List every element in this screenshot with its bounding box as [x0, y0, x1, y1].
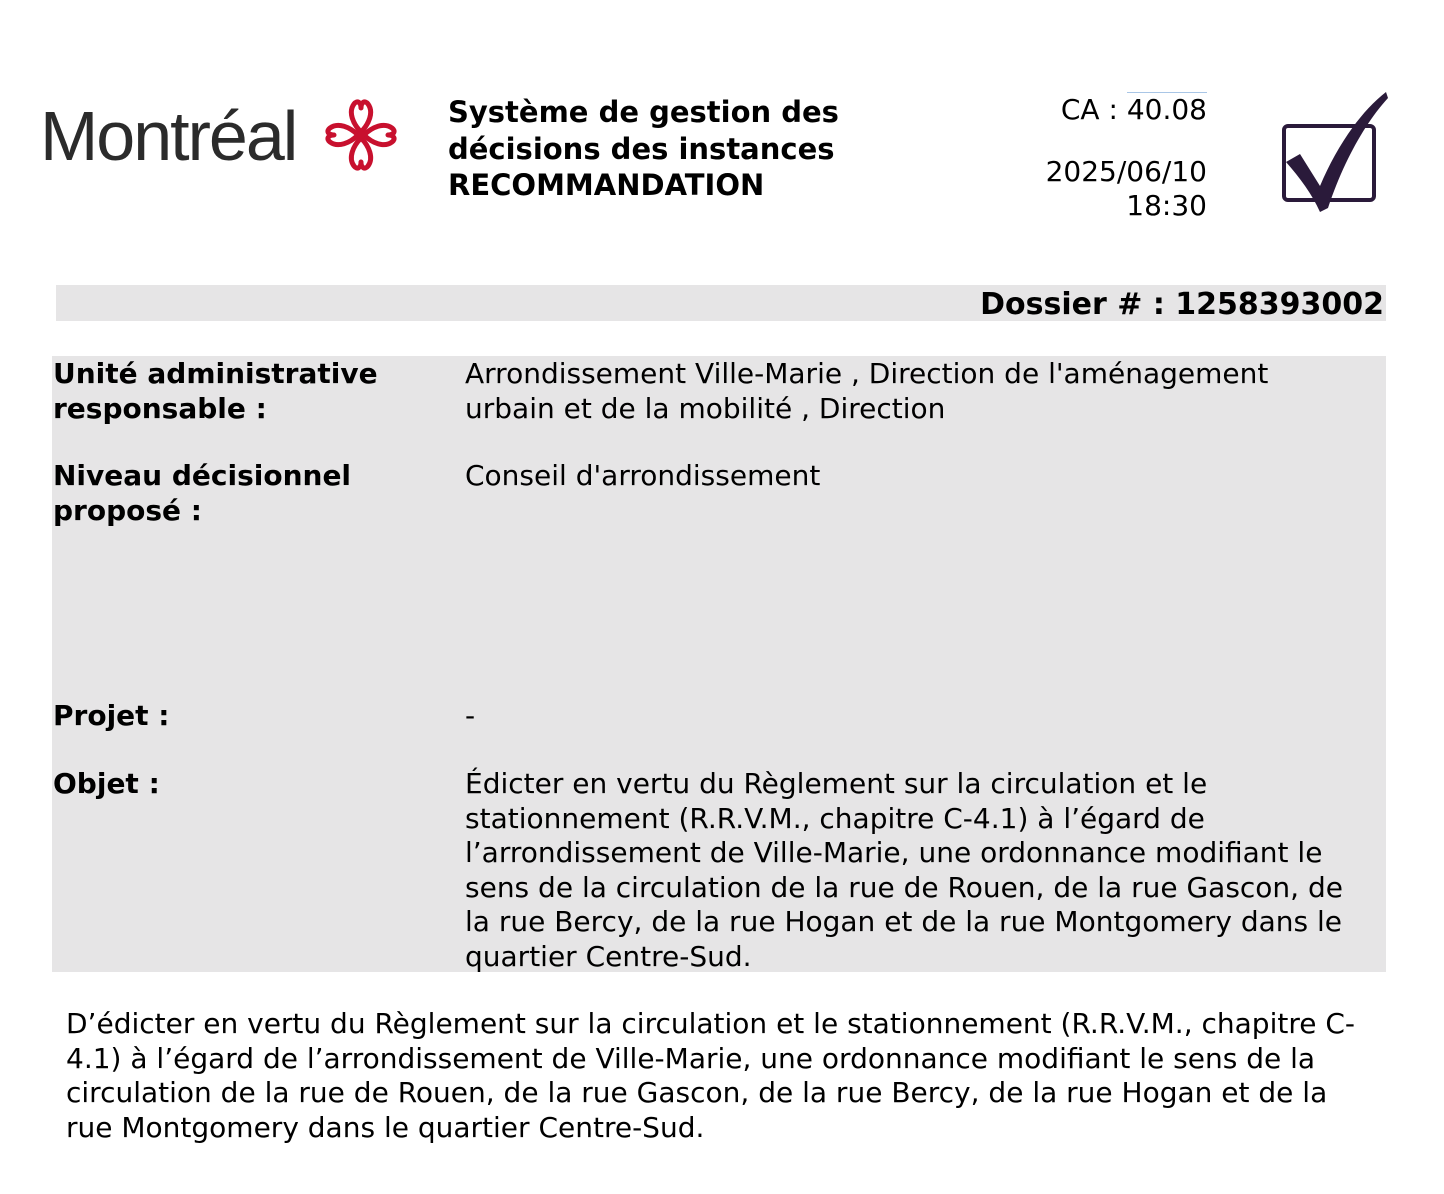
- niveau-value: Conseil d'arrondissement: [465, 459, 821, 492]
- ca-reference: [1061, 92, 1207, 128]
- rosette-icon: [320, 94, 402, 176]
- unite-label-line-2: responsable :: [53, 391, 267, 425]
- header-line-2: décisions des instances: [448, 131, 835, 166]
- header-title: [448, 94, 839, 204]
- niveau-label: [53, 459, 351, 528]
- projet-label: Projet :: [53, 699, 170, 732]
- meeting-date: 2025/06/10: [1045, 155, 1207, 188]
- ca-value: 40.08: [1126, 93, 1207, 126]
- unite-label: [53, 357, 378, 426]
- montreal-logo: [38, 92, 408, 176]
- meeting-time: 18:30: [1126, 189, 1207, 222]
- unite-label-line-1: Unité administrative: [53, 357, 378, 390]
- checkmark-icon: [1280, 90, 1390, 214]
- recommendation-text: D’édicter en vertu du Règlement sur la circulation et le stationnement (R.R.V.M., chapitre C-4.1) à l’égard de l’arrondissement de Ville-Marie, une ordonnance modifiant le sens de la circulation de la rue de Rouen, de la rue Gascon, de la rue Bercy, de la rue Hogan et de la rue Montgomery dans le quartier Centre-Sud.: [66, 1007, 1355, 1144]
- header-line-1: Système de gestion des: [448, 95, 839, 129]
- unite-value: Arrondissement Ville-Marie , Direction de l'aménagement urbain et de la mobilité , Direction: [465, 357, 1269, 425]
- logo-wordmark: Montréal: [40, 97, 297, 175]
- dossier-number: Dossier # : 1258393002: [980, 287, 1384, 322]
- niveau-label-line-1: Niveau décisionnel: [53, 459, 352, 492]
- ca-label: CA :: [1060, 93, 1118, 126]
- objet-value: Édicter en vertu du Règlement sur la circulation et le stationnement (R.R.V.M., chapitre C-4.1) à l’égard de l’arrondissement de Ville-Marie, une ordonnance modifiant le sens de la circulation de la rue de Rouen, de la rue Gascon, de la rue Bercy, de la rue Hogan et de la rue Montgomery dans le quartier Centre-Sud.: [465, 767, 1343, 973]
- projet-value: -: [465, 699, 476, 732]
- header-line-3: RECOMMANDATION: [448, 168, 765, 202]
- meeting-datetime: [1046, 155, 1207, 223]
- objet-label: Objet :: [53, 767, 160, 800]
- niveau-label-line-2: proposé :: [53, 493, 202, 527]
